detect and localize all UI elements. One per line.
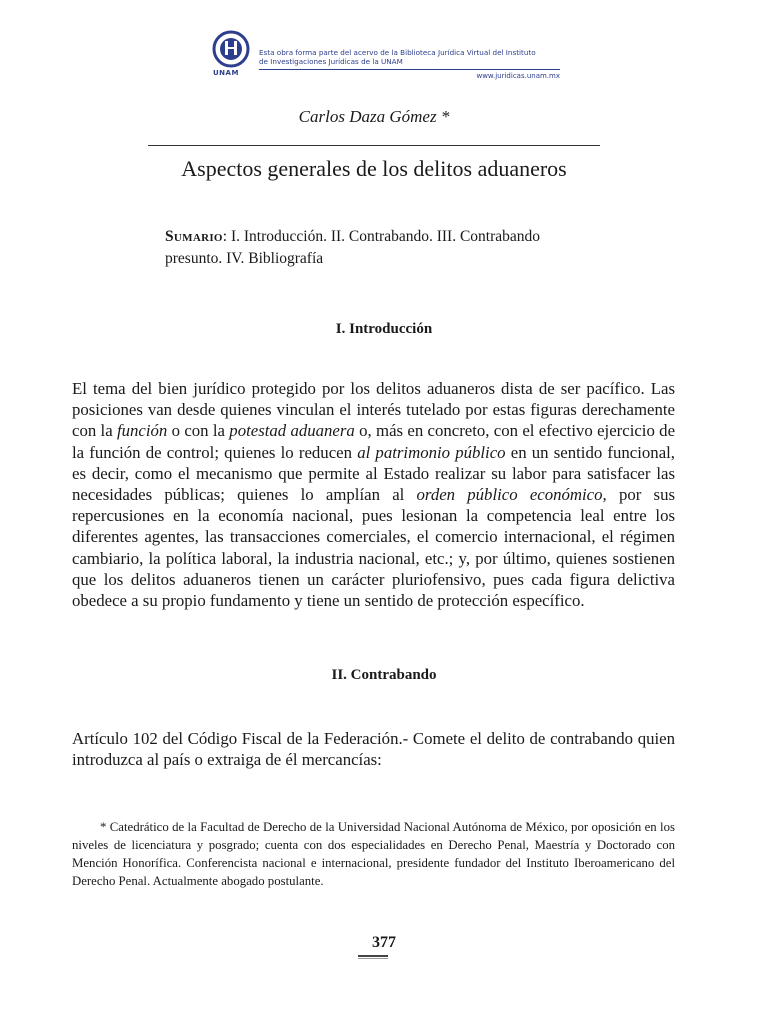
section-heading-contrabando: II. Contrabando [331,667,437,683]
library-header [210,30,560,85]
header-rule [259,69,560,70]
intro-paragraph [72,378,675,611]
summary-block [165,226,595,270]
intro-text-4: en un sentido funcional, es decir, como el mecanismo que permite al Estado realizar su labor para satisfacer las necesidades públicas; quienes lo amplían al [72,442,675,505]
section-heading-introduccion: I. Introducción [335,321,433,337]
page-number-underline-2 [358,958,388,959]
footnote [72,818,675,890]
footnote-text: * Catedrático de la Facultad de Derecho de la Universidad Nacional Autónoma de México, por oposición en los niveles de licenciatura y posgrado; cuenta con dos especialidades en Derecho Penal, Maestría y Doctorado con Mención Honorífica. Conferencista nacional e internacional, presidente fundador del Instituto Iberoamericano del Derecho Penal. Actualmente abogado postulante. [72,820,675,888]
intro-italic-patrimonio: al patrimonio público [357,442,506,462]
header-url-link[interactable]: www.juridicas.unam.mx [476,72,560,80]
contrabando-paragraph: Artículo 102 del Código Fiscal de la Federación.- Comete el delito de contrabando quien introduzca al país o extraiga de él mercancías: [72,729,675,770]
header-text [259,48,559,66]
header-line-1: Esta obra forma parte del acervo de la Biblioteca Jurídica Virtual del Instituto [259,48,536,57]
intro-text-2: o con la [167,421,230,441]
header-line-2: de Investigaciones Jurídicas de la UNAM [259,57,403,66]
intro-italic-orden: orden público económico, [416,485,607,505]
author-name: Carlos Daza Gómez * [298,107,450,126]
intro-italic-potestad: potestad aduanera [229,421,355,441]
intro-text-1: El tema del bien jurídico protegido por los delitos aduaneros dista de ser pacífico. Las posiciones van desde quienes vinculan el interés tutelado por estas figuras derechamente con la [72,379,675,441]
intro-text-3: o, más en concreto, con el efectivo ejercicio de la función de control; quienes lo reducen [72,421,676,462]
summary-text: : I. Introducción. II. Contrabando. III. Contrabando presunto. IV. Bibliografía [165,228,541,267]
article-title: Aspectos generales de los delitos aduaneros [181,156,567,181]
intro-text-5: por sus repercusiones en la economía nacional, pues lesionan la competencia leal entre los diferentes agentes, las transacciones comerciales, el comercio internacional, el régimen cambiario, la política laboral, la industria nacional, etc.; y, por último, quienes sostienen que los delitos aduaneros tienen un carácter pluriofensivo, pues cada figura delictiva obedece a su propio fundamento y tiene un sentido de protección específico. [72,485,675,611]
intro-italic-funcion: función [116,421,168,441]
title-divider [148,145,600,146]
summary-label: Sumario [165,228,223,245]
page-number-underline [358,955,388,957]
logo-caption: UNAM [213,69,239,77]
page-number: 377 [372,934,396,951]
